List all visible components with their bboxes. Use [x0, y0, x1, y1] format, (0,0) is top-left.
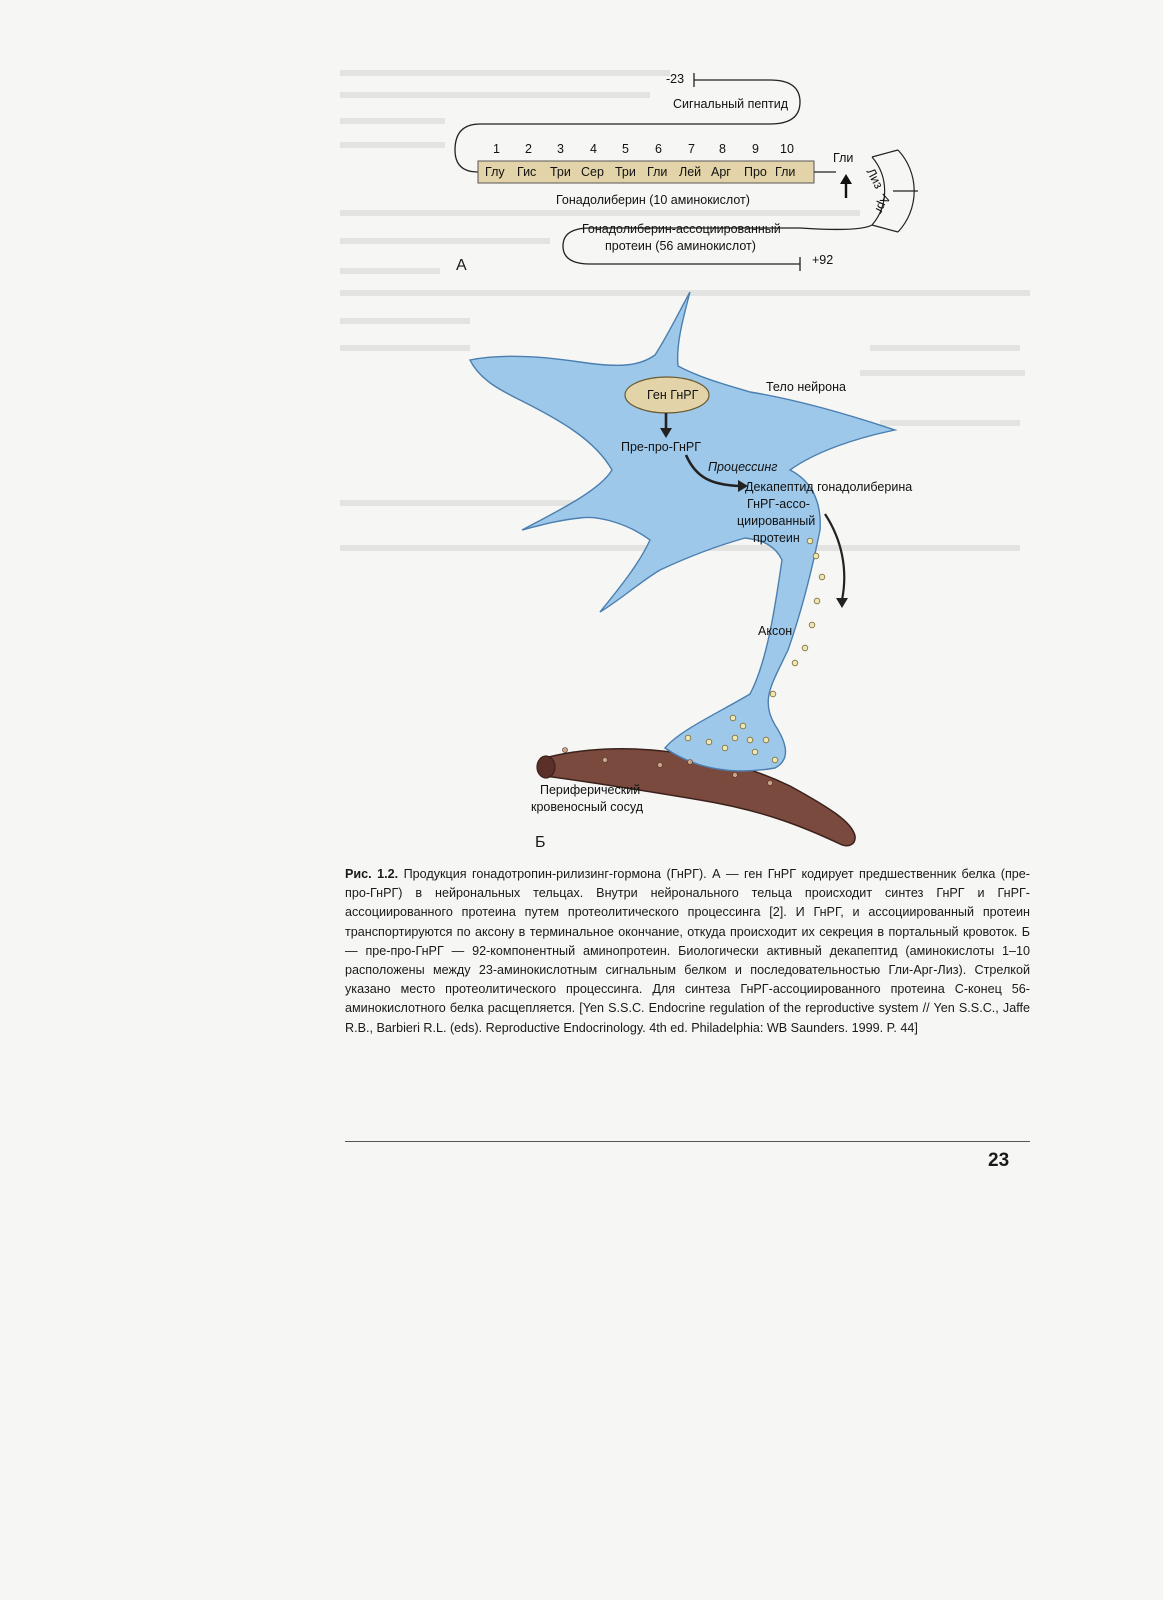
vessel-label-line1: Периферический [540, 783, 641, 797]
gap-label-line1: Гонадолиберин-ассоциированный [582, 222, 781, 236]
prepro-label: Пре-про-ГнРГ [621, 440, 701, 454]
amino-acid: Глу [485, 165, 505, 179]
amino-acid: Лей [679, 165, 702, 179]
position-number: 6 [655, 142, 662, 156]
panel-letter-a: А [456, 257, 467, 274]
position-number: 1 [493, 142, 500, 156]
amino-acid: Три [615, 165, 636, 179]
neuron-shape [470, 292, 895, 771]
cleave-amino-acid: Гли [833, 151, 854, 165]
axon-label: Аксон [758, 624, 793, 638]
page-number: 23 [988, 1150, 1010, 1171]
amino-acid: Три [550, 165, 571, 179]
amino-acid: Гли [775, 165, 796, 179]
signal-peptide-label: Сигнальный пептид [673, 97, 789, 111]
associated-protein-line1: ГнРГ-ассо- [747, 497, 810, 511]
amino-acid: Про [744, 165, 767, 179]
amino-acid: Арг [711, 165, 731, 179]
position-number: 7 [688, 142, 695, 156]
position-number: 8 [719, 142, 726, 156]
position-number: 2 [525, 142, 532, 156]
decapeptide-label: Декапептид гонадолиберина [745, 480, 913, 494]
gonadoliberin-label: Гонадолиберин (10 аминокислот) [556, 193, 750, 207]
gene-label: Ген ГнРГ [647, 388, 699, 402]
associated-protein-line2: циированный [737, 514, 816, 528]
figure-label: Рис. 1.2. [345, 867, 399, 881]
position-number: 10 [780, 142, 794, 156]
position-number: 3 [557, 142, 564, 156]
caption-text: Продукция гонадотропин-рилизинг-гормона (ГнРГ). А — ген ГнРГ кодирует предшественник белка (пре-про-ГнРГ) в нейрональных тельцах. Внутри нейронального тельца происходит синтез ГнРГ и ГнРГ-ассоциированного протеина путем протеолитического процессинга [2]. И ГнРГ, и ассоциированный протеин транспортируются по аксону в терминальное окончание, откуда происходит их секреция в портальный кровоток. Б — пре-про-ГнРГ — 92-компонентный аминопротеин. Биологически активный декапептид (аминокислоты 1–10 расположены между 23-аминокислотным сигнальным белком и последовательностью Гли-Арг-Лиз). Стрелкой указано место протеолитического процессинга. Для синтеза ГнРГ-ассоциированного протеина С-конец 56-аминокислотного белка расщепляется. [Yen S.S.C. Endocrine regulation of the reproductive system // Yen S.S.C., Jaffe R.B., Barbieri R.L. (eds). Reproductive Endocrinology. 4th ed. Philadelphia: WB Saunders. 1999. P. 44] [345, 867, 1031, 1035]
end-label: +92 [812, 253, 834, 267]
associated-protein-line3: протеин [753, 531, 800, 545]
amino-acid: Гис [517, 165, 537, 179]
position-number: 9 [752, 142, 759, 156]
arc-label-lys: Лиз [863, 166, 886, 192]
footer-rule [345, 1141, 1030, 1142]
signal-start-label: -23 [666, 72, 685, 86]
vessel-label-line2: кровеносный сосуд [531, 800, 643, 814]
figure-caption [345, 865, 1030, 1038]
amino-acid: Гли [647, 165, 668, 179]
processing-label: Процессинг [708, 460, 778, 474]
position-number: 4 [590, 142, 597, 156]
neuron-body-label: Тело нейрона [766, 380, 846, 394]
position-number: 5 [622, 142, 629, 156]
gap-label-line2: протеин (56 аминокислот) [605, 239, 756, 253]
panel-letter-b: Б [535, 834, 546, 851]
amino-acid: Сер [581, 165, 604, 179]
arc-label-arg: Арг [871, 192, 893, 216]
